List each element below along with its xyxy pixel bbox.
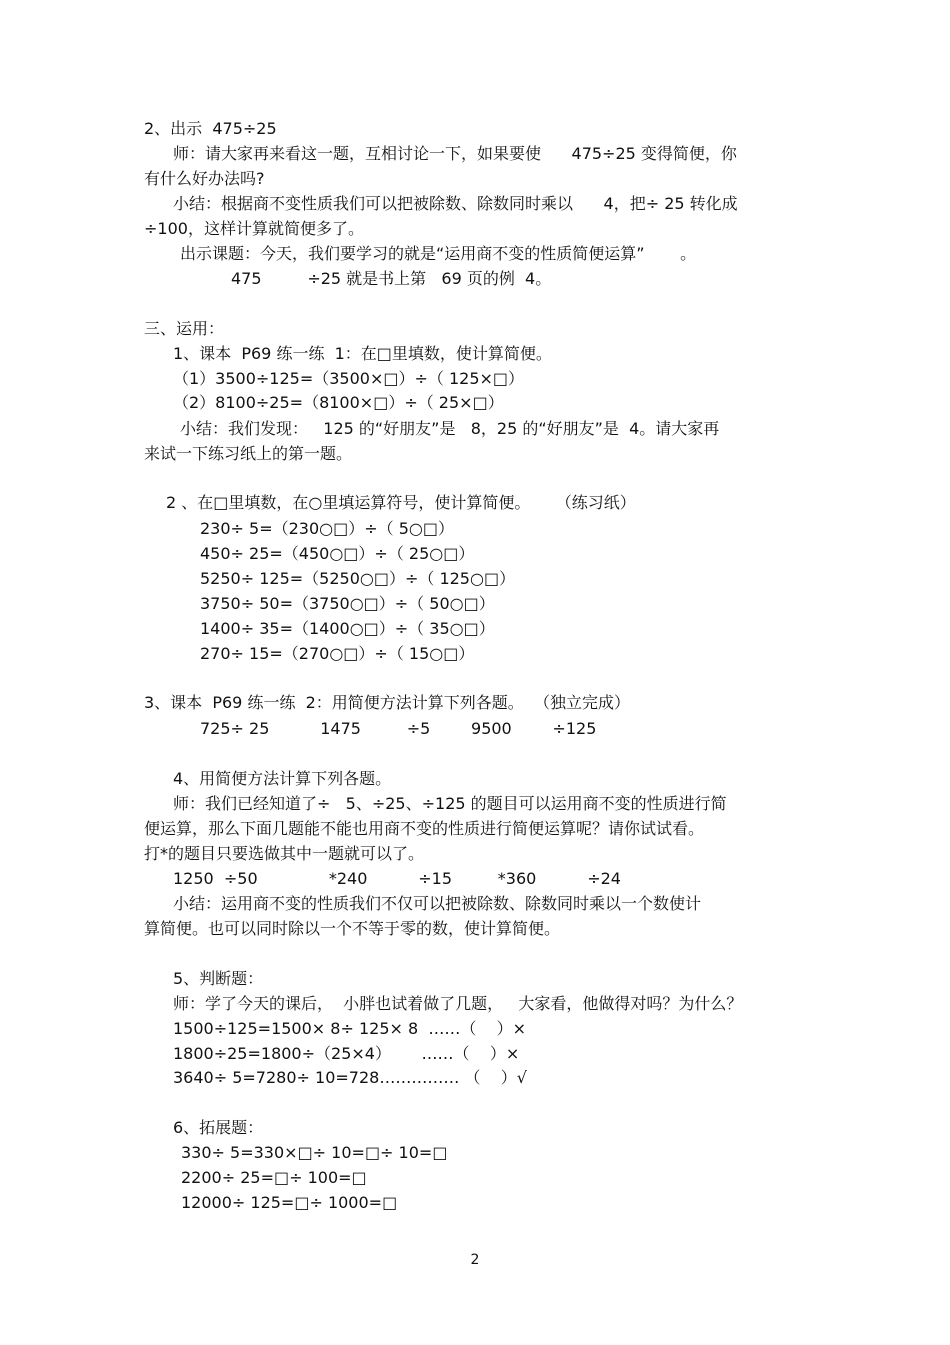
text-line: 1、课本 P69 练一练 1：在□里填数，使计算简便。 (173, 344, 552, 363)
text-line: 2、出示 475÷25 (144, 119, 277, 138)
text-line: 1400÷ 35=（1400○□）÷（ 35○□） (200, 619, 495, 638)
text-line: 打*的题目只要选做其中一题就可以了。 (144, 844, 425, 863)
text-line: 230÷ 5=（230○□）÷（ 5○□） (200, 519, 454, 538)
text-line: 小结：我们发现： 125 的“好朋友”是 8，25 的“好朋友”是 4。请大家再 (180, 419, 720, 438)
text-line: 2200÷ 25=□÷ 100=□ (181, 1168, 367, 1187)
text-line: 475 ÷25 就是书上第 69 页的例 4。 (231, 269, 552, 288)
text-line: 3640÷ 5=7280÷ 10=728…………… （ ）√ (173, 1068, 527, 1087)
text-line: 330÷ 5=330×□÷ 10=□÷ 10=□ (181, 1143, 448, 1162)
text-line: ÷100，这样计算就简便多了。 (144, 219, 364, 238)
text-line: 来试一下练习纸上的第一题。 (144, 444, 353, 463)
text-line: （2）8100÷25=（8100×□）÷（ 25×□） (173, 393, 504, 412)
text-line: 270÷ 15=（270○□）÷（ 15○□） (200, 644, 475, 663)
text-line: 算简便。也可以同时除以一个不等于零的数，使计算简便。 (144, 919, 561, 938)
text-line: （1）3500÷125=（3500×□）÷（ 125×□） (173, 369, 525, 388)
text-line: 450÷ 25=（450○□）÷（ 25○□） (200, 544, 475, 563)
section-heading: 三、运用： (144, 319, 225, 338)
text-line: 小结：根据商不变性质我们可以把被除数、除数同时乘以 4，把÷ 25 转化成 (173, 194, 738, 213)
text-line: 5、判断题： (173, 969, 264, 988)
text-line: 1800÷25=1800÷（25×4） ……（ ）× (173, 1044, 520, 1063)
text-line: 2 、在□里填数，在○里填运算符号，使计算简便。 （练习纸） (166, 493, 636, 512)
text-line: 12000÷ 125=□÷ 1000=□ (181, 1193, 398, 1212)
text-line: 便运算，那么下面几题能不能也用商不变的性质进行简便运算呢？请你试试看。 (144, 819, 705, 838)
text-line: 出示课题：今天，我们要学习的就是“运用商不变的性质简便运算” 。 (180, 244, 697, 263)
text-line: 1500÷125=1500× 8÷ 125× 8 ……（ ）× (173, 1019, 527, 1038)
text-line: 有什么好办法吗? (144, 169, 265, 188)
text-line: 4、用简便方法计算下列各题。 (173, 769, 392, 788)
text-line: 725÷ 25 1475 ÷5 9500 ÷125 (200, 719, 597, 738)
text-line: 小结：运用商不变的性质我们不仅可以把被除数、除数同时乘以一个数使计 (173, 894, 702, 913)
text-line: 师：学了今天的课后， 小胖也试着做了几题， 大家看，他做得对吗？为什么？ (173, 994, 743, 1013)
text-line: 6、拓展题： (173, 1118, 264, 1137)
text-line: 1250 ÷50 *240 ÷15 *360 ÷24 (173, 869, 621, 888)
text-line: 师：我们已经知道了÷ 5、÷25、÷125 的题目可以运用商不变的性质进行简 (173, 794, 727, 813)
page-number: 2 (470, 1252, 480, 1268)
text-line: 3、课本 P69 练一练 2：用简便方法计算下列各题。 （独立完成） (144, 693, 630, 712)
text-line: 5250÷ 125=（5250○□）÷（ 125○□） (200, 569, 516, 588)
text-line: 师：请大家再来看这一题，互相讨论一下，如果要使 475÷25 变得简便，你 (173, 144, 737, 163)
text-line: 3750÷ 50=（3750○□）÷（ 50○□） (200, 594, 495, 613)
